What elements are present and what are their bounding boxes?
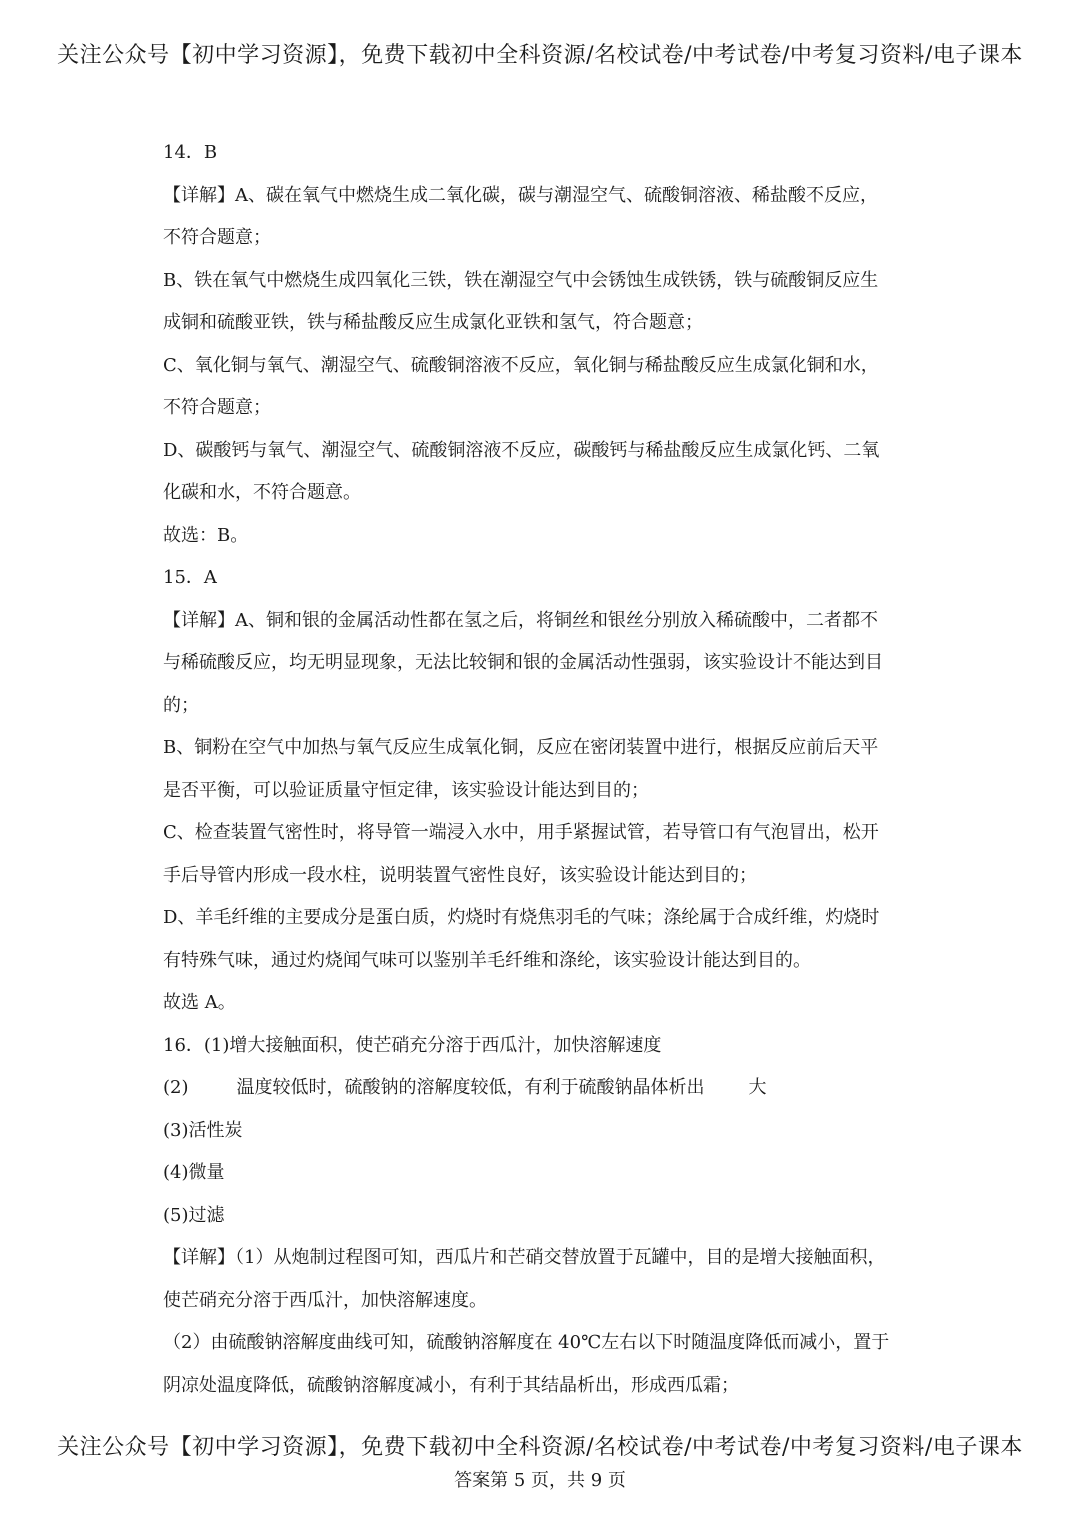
question-16-answer-3: (3)活性炭: [163, 1119, 243, 1141]
question-16-answer-1: 16．(1)增大接触面积，使芒硝充分溶于西瓜汁，加快溶解速度: [163, 1034, 662, 1056]
explanation-line: D、碳酸钙与氧气、潮湿空气、硫酸铜溶液不反应，碳酸钙与稀盐酸反应生成氯化钙、二氧: [163, 439, 880, 461]
question-16-answer-5: (5)过滤: [163, 1204, 225, 1226]
explanation-line: C、氧化铜与氧气、潮湿空气、硫酸铜溶液不反应，氧化铜与稀盐酸反应生成氯化铜和水，: [163, 354, 879, 376]
question-15-answer: 15．A: [163, 567, 217, 588]
conclusion-line: 故选：B。: [163, 524, 249, 546]
explanation-line: 不符合题意；: [163, 227, 271, 248]
explanation-line: 【详解】（1）从炮制过程图可知，西瓜片和芒硝交替放置于瓦罐中，目的是增大接触面积，: [163, 1247, 886, 1268]
question-14-answer: 14．B: [163, 142, 218, 163]
promo-banner-bottom: 关注公众号【初中学习资源】，免费下载初中全科资源/名校试卷/中考试卷/中考复习资料/电子课本: [57, 1435, 1023, 1460]
page-number: 答案第 5 页，共 9 页: [454, 1470, 626, 1491]
explanation-line: B、铜粉在空气中加热与氧气反应生成氧化铜，反应在密闭装置中进行，根据反应前后天平: [163, 737, 879, 758]
explanation-line: 有特殊气味，通过灼烧闻气味可以鉴别羊毛纤维和涤纶，该实验设计能达到目的。: [163, 949, 811, 971]
explanation-line: 手后导管内形成一段水柱，说明装置气密性良好，该实验设计能达到目的；: [163, 864, 757, 886]
explanation-line: 是否平衡，可以验证质量守恒定律，该实验设计能达到目的；: [163, 779, 649, 801]
question-16-answer-2: [163, 1073, 923, 1116]
sub-question-number: (2): [163, 1077, 189, 1098]
explanation-line: （2）由硫酸钠溶解度曲线可知，硫酸钠溶解度在 40℃左右以下时随温度降低而减小，置于: [163, 1332, 890, 1353]
explanation-line: 阴凉处温度降低，硫酸钠溶解度减小，有利于其结晶析出，形成西瓜霜；: [163, 1374, 739, 1396]
explanation-line: 【详解】A、碳在氧气中燃烧生成二氧化碳，碳与潮湿空气、硫酸铜溶液、稀盐酸不反应，: [163, 184, 878, 206]
explanation-line: 成铜和硫酸亚铁，铁与稀盐酸反应生成氯化亚铁和氢气，符合题意；: [163, 312, 703, 333]
question-16-answer-4: (4)微量: [163, 1162, 225, 1183]
explanation-line: 化碳和水，不符合题意。: [163, 482, 361, 503]
explanation-line: D、羊毛纤维的主要成分是蛋白质，灼烧时有烧焦羽毛的气味；涤纶属于合成纤维，灼烧时: [163, 907, 880, 928]
explanation-line: 使芒硝充分溶于西瓜汁，加快溶解速度。: [163, 1289, 487, 1311]
explanation-line: C、检查装置气密性时，将导管一端浸入水中，用手紧握试管，若导管口有气泡冒出，松开: [163, 822, 879, 843]
explanation-line: B、铁在氧气中燃烧生成四氧化三铁，铁在潮湿空气中会锈蚀生成铁锈，铁与硫酸铜反应生: [163, 269, 879, 291]
sub-answer-text: 温度较低时，硫酸钠的溶解度较低，有利于硫酸钠晶体析出: [236, 1077, 705, 1098]
answer-content: [163, 138, 923, 1413]
explanation-line: 【详解】A、铜和银的金属活动性都在氢之后，将铜丝和银丝分别放入稀硫酸中，二者都不: [163, 609, 878, 631]
explanation-line: 与稀硫酸反应，均无明显现象，无法比较铜和银的金属活动性强弱，该实验设计不能达到目: [163, 652, 883, 673]
explanation-line: 不符合题意；: [163, 397, 271, 418]
explanation-line: 的；: [163, 694, 199, 716]
sub-answer-value: 大: [748, 1077, 767, 1098]
conclusion-line: 故选 A。: [163, 992, 236, 1013]
promo-banner-top: 关注公众号【初中学习资源】，免费下载初中全科资源/名校试卷/中考试卷/中考复习资料/电子课本: [57, 43, 1023, 68]
